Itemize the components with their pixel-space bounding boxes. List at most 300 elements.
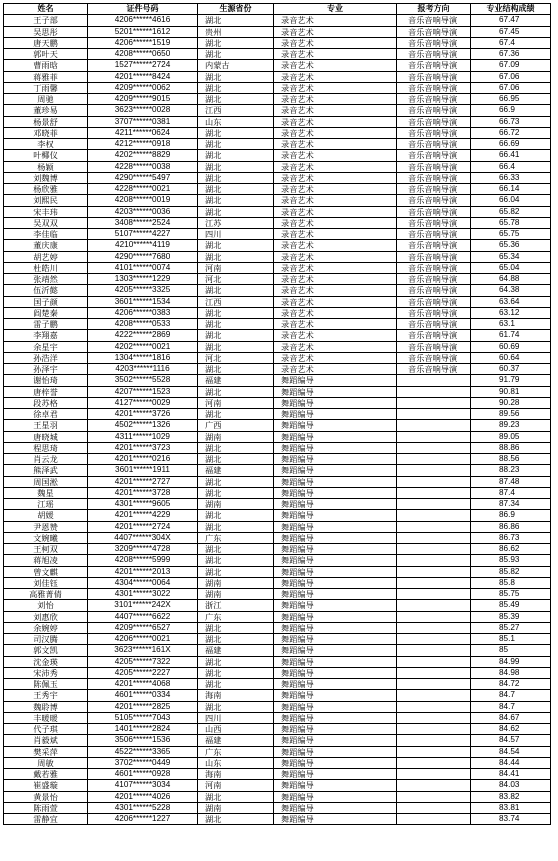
table-row — [4, 532, 551, 543]
cell-direction — [397, 757, 471, 768]
cell-id-number: 4202******8829 — [88, 150, 198, 161]
header-row — [4, 4, 551, 15]
cell-id-number: 4201******2724 — [88, 521, 198, 532]
cell-id-number: 1303******1229 — [88, 274, 198, 285]
cell-score: 85.93 — [471, 555, 551, 566]
cell-province: 湖北 — [198, 240, 274, 251]
cell-name: 雷子鹏 — [4, 319, 88, 330]
cell-direction — [397, 577, 471, 588]
cell-score: 66.14 — [471, 184, 551, 195]
cell-major: 舞蹈编导 — [274, 667, 397, 678]
cell-province: 湖北 — [198, 94, 274, 105]
cell-score: 87.48 — [471, 476, 551, 487]
header-id-number: 证件号码 — [88, 4, 198, 15]
cell-major: 录音艺术 — [274, 319, 397, 330]
cell-province: 湖南 — [198, 431, 274, 442]
table-row — [4, 262, 551, 273]
cell-province: 湖北 — [198, 251, 274, 262]
cell-province: 湖北 — [198, 454, 274, 465]
table-row — [4, 307, 551, 318]
cell-province: 湖北 — [198, 487, 274, 498]
cell-major: 录音艺术 — [274, 127, 397, 138]
cell-direction: 音乐音响导演 — [397, 296, 471, 307]
cell-direction — [397, 645, 471, 656]
cell-id-number: 4601******0928 — [88, 769, 198, 780]
cell-score: 84.98 — [471, 667, 551, 678]
cell-major: 舞蹈编导 — [274, 375, 397, 386]
cell-major: 舞蹈编导 — [274, 454, 397, 465]
cell-score: 88.56 — [471, 454, 551, 465]
cell-score: 84.03 — [471, 780, 551, 791]
cell-id-number: 4208******0533 — [88, 319, 198, 330]
cell-province: 湖北 — [198, 656, 274, 667]
table-row — [4, 431, 551, 442]
cell-name: 李翔嘉 — [4, 330, 88, 341]
cell-score: 60.64 — [471, 352, 551, 363]
cell-id-number: 1304******1816 — [88, 352, 198, 363]
cell-direction: 音乐音响导演 — [397, 352, 471, 363]
cell-major: 录音艺术 — [274, 116, 397, 127]
cell-province: 湖北 — [198, 139, 274, 150]
cell-id-number: 3601******1911 — [88, 465, 198, 476]
cell-major: 录音艺术 — [274, 172, 397, 183]
cell-score: 67.4 — [471, 37, 551, 48]
cell-name: 谢怡琦 — [4, 375, 88, 386]
cell-direction: 音乐音响导演 — [397, 229, 471, 240]
cell-score: 66.73 — [471, 116, 551, 127]
cell-score: 85.82 — [471, 566, 551, 577]
cell-score: 64.88 — [471, 274, 551, 285]
cell-major: 录音艺术 — [274, 330, 397, 341]
table-row — [4, 386, 551, 397]
cell-major: 录音艺术 — [274, 262, 397, 273]
cell-direction — [397, 802, 471, 813]
table-row — [4, 802, 551, 813]
cell-score: 87.34 — [471, 499, 551, 510]
cell-name: 王柯双 — [4, 544, 88, 555]
table-row — [4, 712, 551, 723]
table-row — [4, 397, 551, 408]
cell-direction — [397, 667, 471, 678]
cell-direction — [397, 814, 471, 825]
table-row — [4, 184, 551, 195]
cell-score: 83.82 — [471, 791, 551, 802]
cell-direction — [397, 656, 471, 667]
cell-direction — [397, 701, 471, 712]
cell-province: 河南 — [198, 397, 274, 408]
cell-province: 湖北 — [198, 521, 274, 532]
cell-name: 宋沛秀 — [4, 667, 88, 678]
cell-id-number: 3702******0449 — [88, 757, 198, 768]
cell-major: 舞蹈编导 — [274, 611, 397, 622]
cell-province: 湖北 — [198, 307, 274, 318]
cell-score: 67.45 — [471, 26, 551, 37]
cell-name: 曹雨晗 — [4, 60, 88, 71]
table-row — [4, 454, 551, 465]
table-row — [4, 206, 551, 217]
cell-province: 湖北 — [198, 409, 274, 420]
cell-score: 86.9 — [471, 510, 551, 521]
table-row — [4, 251, 551, 262]
cell-direction: 音乐音响导演 — [397, 60, 471, 71]
cell-direction: 音乐音响导演 — [397, 307, 471, 318]
cell-name: 刘惠欣 — [4, 611, 88, 622]
cell-direction — [397, 499, 471, 510]
cell-major: 录音艺术 — [274, 296, 397, 307]
cell-id-number: 4107******3034 — [88, 780, 198, 791]
table-row — [4, 465, 551, 476]
cell-name: 张靖然 — [4, 274, 88, 285]
cell-id-number: 4206******1519 — [88, 37, 198, 48]
cell-name: 胡媛 — [4, 510, 88, 521]
cell-name: 司汉腾 — [4, 634, 88, 645]
header-name: 姓名 — [4, 4, 88, 15]
cell-major: 舞蹈编导 — [274, 757, 397, 768]
cell-major: 录音艺术 — [274, 71, 397, 82]
cell-province: 湖北 — [198, 555, 274, 566]
cell-score: 90.28 — [471, 397, 551, 408]
table-row — [4, 679, 551, 690]
cell-name: 孙泽宇 — [4, 364, 88, 375]
cell-province: 山东 — [198, 116, 274, 127]
cell-province: 山西 — [198, 724, 274, 735]
cell-direction: 音乐音响导演 — [397, 116, 471, 127]
cell-direction — [397, 769, 471, 780]
cell-province: 福建 — [198, 375, 274, 386]
cell-major: 舞蹈编导 — [274, 600, 397, 611]
cell-id-number: 4203******0036 — [88, 206, 198, 217]
cell-province: 湖北 — [198, 442, 274, 453]
cell-id-number: 4222******2869 — [88, 330, 198, 341]
cell-province: 海南 — [198, 769, 274, 780]
cell-direction — [397, 386, 471, 397]
cell-id-number: 4407******304X — [88, 532, 198, 543]
cell-direction — [397, 487, 471, 498]
cell-id-number: 3101******242X — [88, 600, 198, 611]
cell-score: 65.34 — [471, 251, 551, 262]
cell-direction — [397, 690, 471, 701]
cell-major: 舞蹈编导 — [274, 589, 397, 600]
cell-id-number: 4201******3728 — [88, 487, 198, 498]
table-row — [4, 409, 551, 420]
cell-name: 杜皓川 — [4, 262, 88, 273]
cell-id-number: 4127******0029 — [88, 397, 198, 408]
cell-id-number: 4201******2727 — [88, 476, 198, 487]
table-row — [4, 240, 551, 251]
cell-name: 刘怡 — [4, 600, 88, 611]
cell-id-number: 1401******2824 — [88, 724, 198, 735]
table-row — [4, 150, 551, 161]
cell-name: 刘熙民 — [4, 195, 88, 206]
table-row — [4, 521, 551, 532]
cell-id-number: 4201******4229 — [88, 510, 198, 521]
cell-name: 曾文麒 — [4, 566, 88, 577]
cell-major: 舞蹈编导 — [274, 420, 397, 431]
cell-direction — [397, 622, 471, 633]
cell-id-number: 4205******7322 — [88, 656, 198, 667]
cell-province: 湖北 — [198, 285, 274, 296]
table-row — [4, 690, 551, 701]
cell-major: 录音艺术 — [274, 274, 397, 285]
cell-id-number: 4206******0021 — [88, 634, 198, 645]
cell-major: 录音艺术 — [274, 161, 397, 172]
cell-major: 录音艺术 — [274, 105, 397, 116]
cell-score: 83.74 — [471, 814, 551, 825]
table-row — [4, 735, 551, 746]
cell-direction — [397, 611, 471, 622]
cell-province: 湖北 — [198, 634, 274, 645]
cell-name: 刘魏博 — [4, 172, 88, 183]
cell-score: 66.41 — [471, 150, 551, 161]
cell-score: 85.39 — [471, 611, 551, 622]
cell-province: 湖北 — [198, 172, 274, 183]
cell-province: 河北 — [198, 352, 274, 363]
table-row — [4, 49, 551, 60]
cell-id-number: 4201******4026 — [88, 791, 198, 802]
cell-id-number: 3601******1534 — [88, 296, 198, 307]
table-row — [4, 780, 551, 791]
cell-major: 舞蹈编导 — [274, 791, 397, 802]
cell-direction: 音乐音响导演 — [397, 139, 471, 150]
cell-major: 舞蹈编导 — [274, 724, 397, 735]
table-row — [4, 724, 551, 735]
cell-major: 舞蹈编导 — [274, 409, 397, 420]
table-row — [4, 499, 551, 510]
cell-direction — [397, 634, 471, 645]
cell-province: 福建 — [198, 735, 274, 746]
table-row — [4, 341, 551, 352]
cell-major: 舞蹈编导 — [274, 577, 397, 588]
cell-province: 江西 — [198, 296, 274, 307]
cell-name: 叶椰仪 — [4, 150, 88, 161]
cell-id-number: 4209******6527 — [88, 622, 198, 633]
cell-id-number: 4203******1116 — [88, 364, 198, 375]
cell-id-number: 4301******5228 — [88, 802, 198, 813]
cell-province: 湖北 — [198, 195, 274, 206]
cell-province: 湖北 — [198, 544, 274, 555]
cell-score: 87.4 — [471, 487, 551, 498]
table-row — [4, 566, 551, 577]
cell-major: 舞蹈编导 — [274, 622, 397, 633]
cell-major: 舞蹈编导 — [274, 814, 397, 825]
table-row — [4, 139, 551, 150]
cell-major: 录音艺术 — [274, 352, 397, 363]
cell-province: 湖北 — [198, 814, 274, 825]
cell-major: 录音艺术 — [274, 150, 397, 161]
cell-province: 湖北 — [198, 127, 274, 138]
cell-direction: 音乐音响导演 — [397, 26, 471, 37]
cell-id-number: 4228******0038 — [88, 161, 198, 172]
cell-province: 四川 — [198, 229, 274, 240]
cell-province: 湖北 — [198, 330, 274, 341]
cell-score: 85.75 — [471, 589, 551, 600]
table-row — [4, 791, 551, 802]
cell-major: 录音艺术 — [274, 82, 397, 93]
cell-major: 录音艺术 — [274, 217, 397, 228]
cell-direction: 音乐音响导演 — [397, 251, 471, 262]
cell-id-number: 4209******9015 — [88, 94, 198, 105]
cell-major: 录音艺术 — [274, 184, 397, 195]
cell-score: 67.06 — [471, 71, 551, 82]
cell-direction — [397, 600, 471, 611]
table-row — [4, 71, 551, 82]
cell-major: 录音艺术 — [274, 206, 397, 217]
cell-major: 舞蹈编导 — [274, 544, 397, 555]
table-row — [4, 769, 551, 780]
cell-name: 李佳临 — [4, 229, 88, 240]
cell-name: 魏聆博 — [4, 701, 88, 712]
cell-major: 舞蹈编导 — [274, 442, 397, 453]
cell-id-number: 5105******7043 — [88, 712, 198, 723]
cell-direction — [397, 555, 471, 566]
score-list-sheet — [3, 3, 551, 825]
cell-score: 85.8 — [471, 577, 551, 588]
table-row — [4, 510, 551, 521]
cell-score: 84.41 — [471, 769, 551, 780]
cell-major: 舞蹈编导 — [274, 476, 397, 487]
table-row — [4, 544, 551, 555]
cell-major: 录音艺术 — [274, 364, 397, 375]
cell-major: 舞蹈编导 — [274, 521, 397, 532]
cell-direction — [397, 454, 471, 465]
cell-score: 86.86 — [471, 521, 551, 532]
cell-name: 周国淞 — [4, 476, 88, 487]
cell-id-number: 4201******3726 — [88, 409, 198, 420]
cell-major: 录音艺术 — [274, 285, 397, 296]
cell-province: 湖北 — [198, 386, 274, 397]
cell-direction — [397, 724, 471, 735]
table-row — [4, 746, 551, 757]
cell-name: 魏星 — [4, 487, 88, 498]
cell-score: 67.36 — [471, 49, 551, 60]
cell-name: 王秀宇 — [4, 690, 88, 701]
cell-direction: 音乐音响导演 — [397, 150, 471, 161]
cell-name: 王星羽 — [4, 420, 88, 431]
cell-province: 湖北 — [198, 701, 274, 712]
cell-score: 83.81 — [471, 802, 551, 813]
cell-score: 64.38 — [471, 285, 551, 296]
cell-id-number: 4205******3325 — [88, 285, 198, 296]
cell-id-number: 5107******4227 — [88, 229, 198, 240]
table-row — [4, 60, 551, 71]
cell-score: 84.62 — [471, 724, 551, 735]
cell-id-number: 5201******1612 — [88, 26, 198, 37]
cell-direction: 音乐音响导演 — [397, 206, 471, 217]
table-row — [4, 82, 551, 93]
cell-name: 戴若雅 — [4, 769, 88, 780]
cell-id-number: 4407******6622 — [88, 611, 198, 622]
cell-province: 湖北 — [198, 15, 274, 26]
cell-score: 66.69 — [471, 139, 551, 150]
cell-name: 崔盛璇 — [4, 780, 88, 791]
cell-name: 孙浩洋 — [4, 352, 88, 363]
cell-id-number: 4201******8424 — [88, 71, 198, 82]
cell-id-number: 4201******2825 — [88, 701, 198, 712]
cell-direction: 音乐音响导演 — [397, 94, 471, 105]
cell-direction: 音乐音响导演 — [397, 49, 471, 60]
cell-name: 肖云龙 — [4, 454, 88, 465]
cell-province: 湖北 — [198, 319, 274, 330]
cell-name: 代子琪 — [4, 724, 88, 735]
cell-province: 山东 — [198, 757, 274, 768]
cell-direction: 音乐音响导演 — [397, 262, 471, 273]
cell-province: 湖南 — [198, 577, 274, 588]
cell-major: 录音艺术 — [274, 26, 397, 37]
cell-id-number: 4210******4119 — [88, 240, 198, 251]
cell-major: 录音艺术 — [274, 15, 397, 26]
cell-score: 84.54 — [471, 746, 551, 757]
cell-province: 湖北 — [198, 341, 274, 352]
cell-name: 余婉婷 — [4, 622, 88, 633]
cell-direction — [397, 409, 471, 420]
cell-id-number: 4209******0062 — [88, 82, 198, 93]
cell-direction: 音乐音响导演 — [397, 184, 471, 195]
cell-id-number: 4211******0624 — [88, 127, 198, 138]
cell-province: 湖北 — [198, 37, 274, 48]
cell-province: 湖北 — [198, 206, 274, 217]
table-row — [4, 116, 551, 127]
cell-score: 60.69 — [471, 341, 551, 352]
cell-direction: 音乐音响导演 — [397, 71, 471, 82]
cell-score: 84.99 — [471, 656, 551, 667]
cell-direction: 音乐音响导演 — [397, 341, 471, 352]
table-row — [4, 195, 551, 206]
table-row — [4, 330, 551, 341]
cell-province: 广东 — [198, 746, 274, 757]
cell-name: 阎楚秦 — [4, 307, 88, 318]
cell-major: 舞蹈编导 — [274, 487, 397, 498]
cell-direction: 音乐音响导演 — [397, 105, 471, 116]
cell-direction: 音乐音响导演 — [397, 161, 471, 172]
cell-major: 录音艺术 — [274, 139, 397, 150]
cell-id-number: 4207******1523 — [88, 386, 198, 397]
cell-province: 湖北 — [198, 49, 274, 60]
cell-name: 伍沂懿 — [4, 285, 88, 296]
cell-major: 录音艺术 — [274, 37, 397, 48]
cell-score: 66.4 — [471, 161, 551, 172]
cell-score: 66.9 — [471, 105, 551, 116]
cell-id-number: 4311******1029 — [88, 431, 198, 442]
cell-direction — [397, 589, 471, 600]
cell-province: 河北 — [198, 274, 274, 285]
cell-score: 65.78 — [471, 217, 551, 228]
cell-name: 杨景舒 — [4, 116, 88, 127]
cell-name: 高雅菁倩 — [4, 589, 88, 600]
cell-province: 广东 — [198, 611, 274, 622]
cell-direction: 音乐音响导演 — [397, 15, 471, 26]
cell-score: 66.72 — [471, 127, 551, 138]
table-row — [4, 634, 551, 645]
cell-id-number: 4301******3022 — [88, 589, 198, 600]
cell-id-number: 4301******9605 — [88, 499, 198, 510]
cell-province: 湖南 — [198, 499, 274, 510]
cell-direction: 音乐音响导演 — [397, 217, 471, 228]
cell-direction: 音乐音响导演 — [397, 240, 471, 251]
cell-direction — [397, 791, 471, 802]
cell-score: 67.06 — [471, 82, 551, 93]
table-row — [4, 375, 551, 386]
cell-major: 录音艺术 — [274, 60, 397, 71]
cell-score: 67.47 — [471, 15, 551, 26]
table-row — [4, 94, 551, 105]
cell-province: 湖北 — [198, 510, 274, 521]
table-row — [4, 296, 551, 307]
cell-score: 85.1 — [471, 634, 551, 645]
table-row — [4, 364, 551, 375]
table-row — [4, 105, 551, 116]
cell-score: 88.86 — [471, 442, 551, 453]
table-row — [4, 37, 551, 48]
